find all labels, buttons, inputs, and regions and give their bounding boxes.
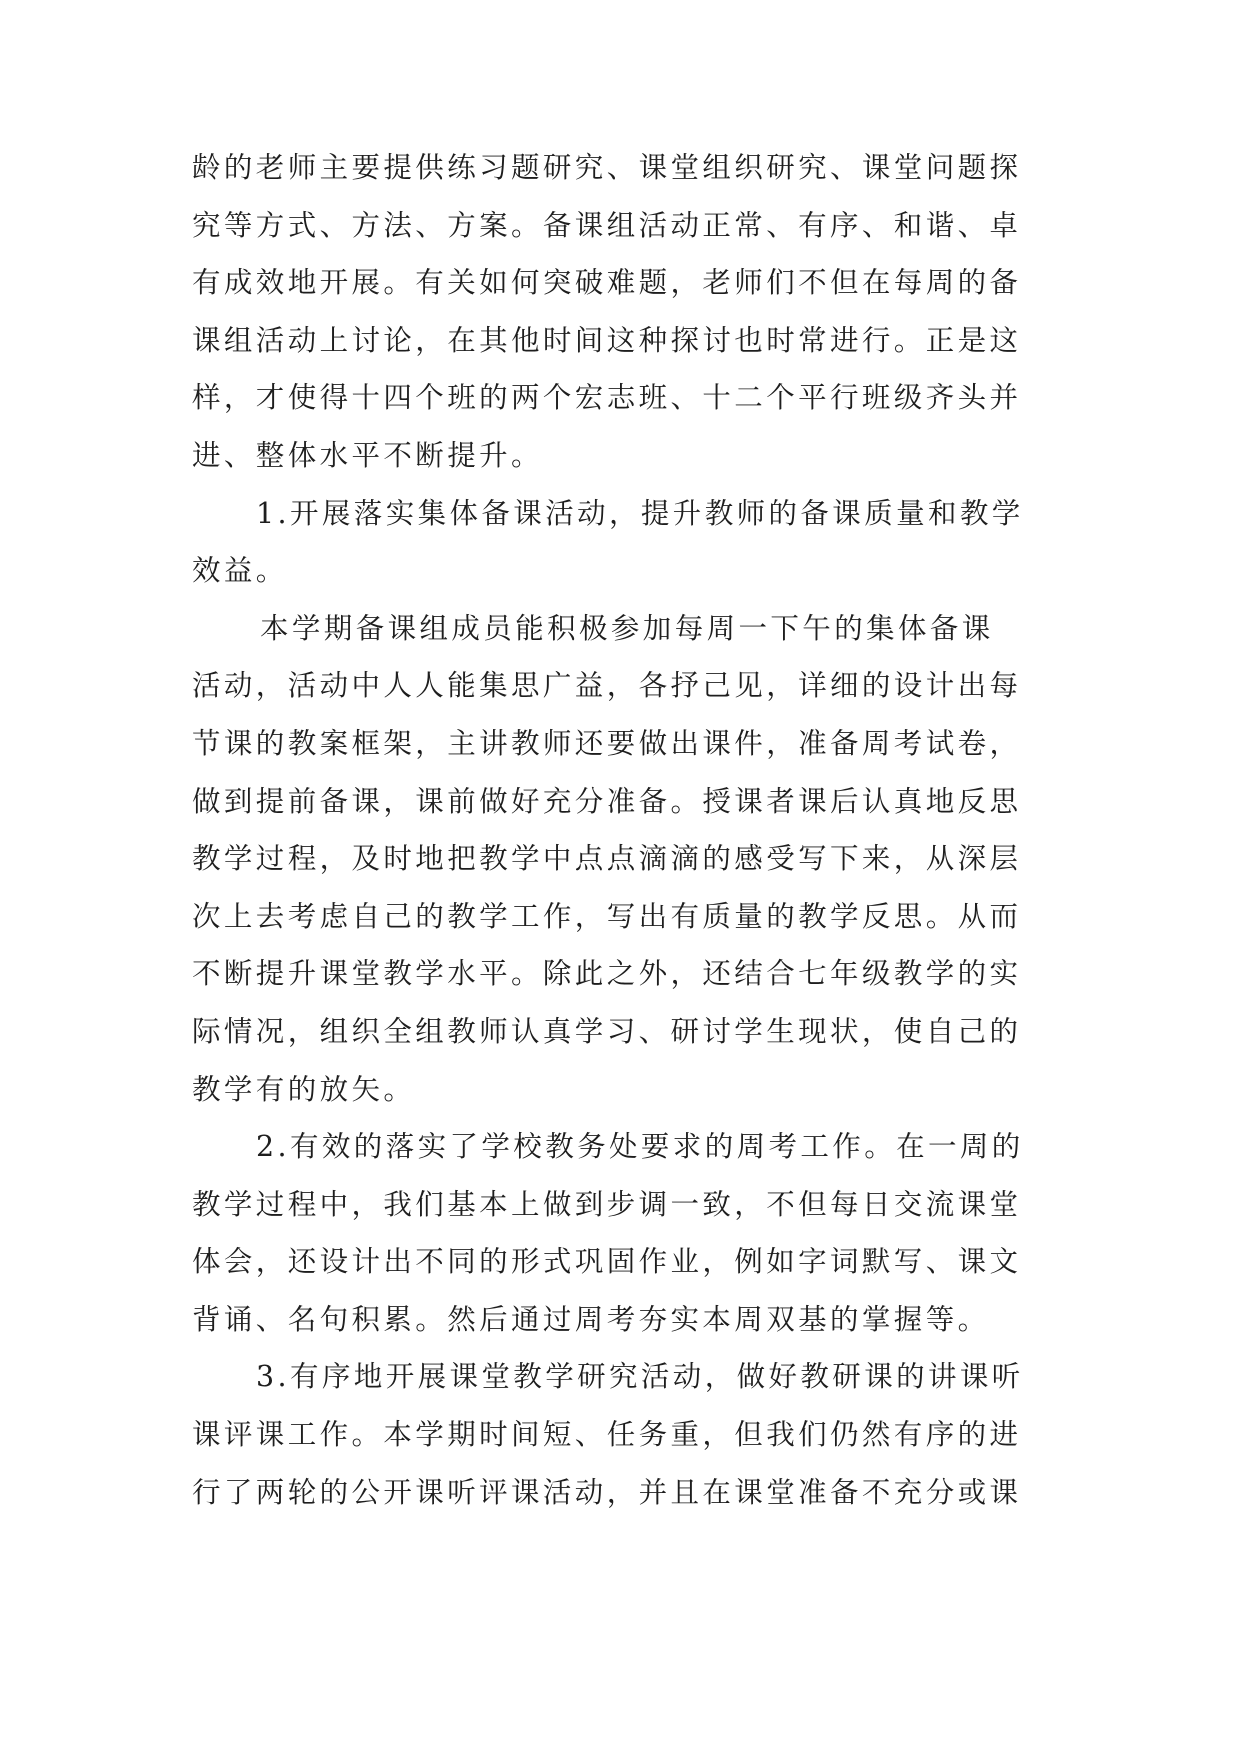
text-line: 进、整体水平不断提升。 xyxy=(192,438,543,472)
text-line: 教学有的放矢。 xyxy=(192,1072,416,1106)
document-page xyxy=(192,139,1062,1521)
text-line: 教学过程中，我们基本上做到步调一致，不但每日交流课堂 xyxy=(192,1187,1022,1221)
text-line: 龄的老师主要提供练习题研究、课堂组织研究、课堂问题探 xyxy=(192,151,1022,184)
paragraph-body xyxy=(192,600,1062,1118)
text-line: 有成效地开展。有关如何突破难题，老师们不但在每周的备 xyxy=(192,266,1022,300)
text-line: 课组活动上讨论，在其他时间这种探讨也时常进行。正是这 xyxy=(192,323,1022,357)
text-line: 效益。 xyxy=(192,554,288,588)
paragraph-item-2 xyxy=(192,1118,1062,1348)
text-line: 体会，还设计出不同的形式巩固作业，例如字词默写、课文 xyxy=(192,1245,1022,1279)
text-line: 次上去考虑自己的教学工作，写出有质量的教学反思。从而 xyxy=(192,899,1022,933)
text-line: 2.有效的落实了学校教务处要求的周考工作。在一周的 xyxy=(256,1130,1024,1164)
text-line: 节课的教案框架，主讲教师还要做出课件，准备周考试卷， xyxy=(192,726,1022,760)
text-line: 本学期备课组成员能积极参加每周一下午的集体备课 xyxy=(260,611,994,645)
text-line: 3.有序地开展课堂教学研究活动，做好教研课的讲课听 xyxy=(256,1360,1024,1394)
paragraph-continued xyxy=(192,139,1062,485)
text-line: 背诵、名句积累。然后通过周考夯实本周双基的掌握等。 xyxy=(192,1302,990,1336)
text-line: 不断提升课堂教学水平。除此之外，还结合七年级教学的实 xyxy=(192,957,1022,991)
text-line: 际情况，组织全组教师认真学习、研讨学生现状，使自己的 xyxy=(192,1014,1022,1048)
paragraph-item-1 xyxy=(192,485,1062,600)
text-line: 样，才使得十四个班的两个宏志班、十二个平行班级齐头并 xyxy=(192,381,1022,415)
text-line: 课评课工作。本学期时间短、任务重，但我们仍然有序的进 xyxy=(192,1418,1022,1452)
text-line: 教学过程，及时地把教学中点点滴滴的感受写下来，从深层 xyxy=(192,842,1022,876)
text-line: 活动，活动中人人能集思广益，各抒己见，详细的设计出每 xyxy=(192,669,1022,703)
text-line: 行了两轮的公开课听评课活动，并且在课堂准备不充分或课 xyxy=(192,1475,1022,1509)
text-line: 做到提前备课，课前做好充分准备。授课者课后认真地反思 xyxy=(192,784,1022,818)
text-line: 究等方式、方法、方案。备课组活动正常、有序、和谐、卓 xyxy=(192,208,1022,242)
paragraph-item-3 xyxy=(192,1348,1062,1521)
text-line: 1.开展落实集体备课活动，提升教师的备课质量和教学 xyxy=(256,496,1024,530)
